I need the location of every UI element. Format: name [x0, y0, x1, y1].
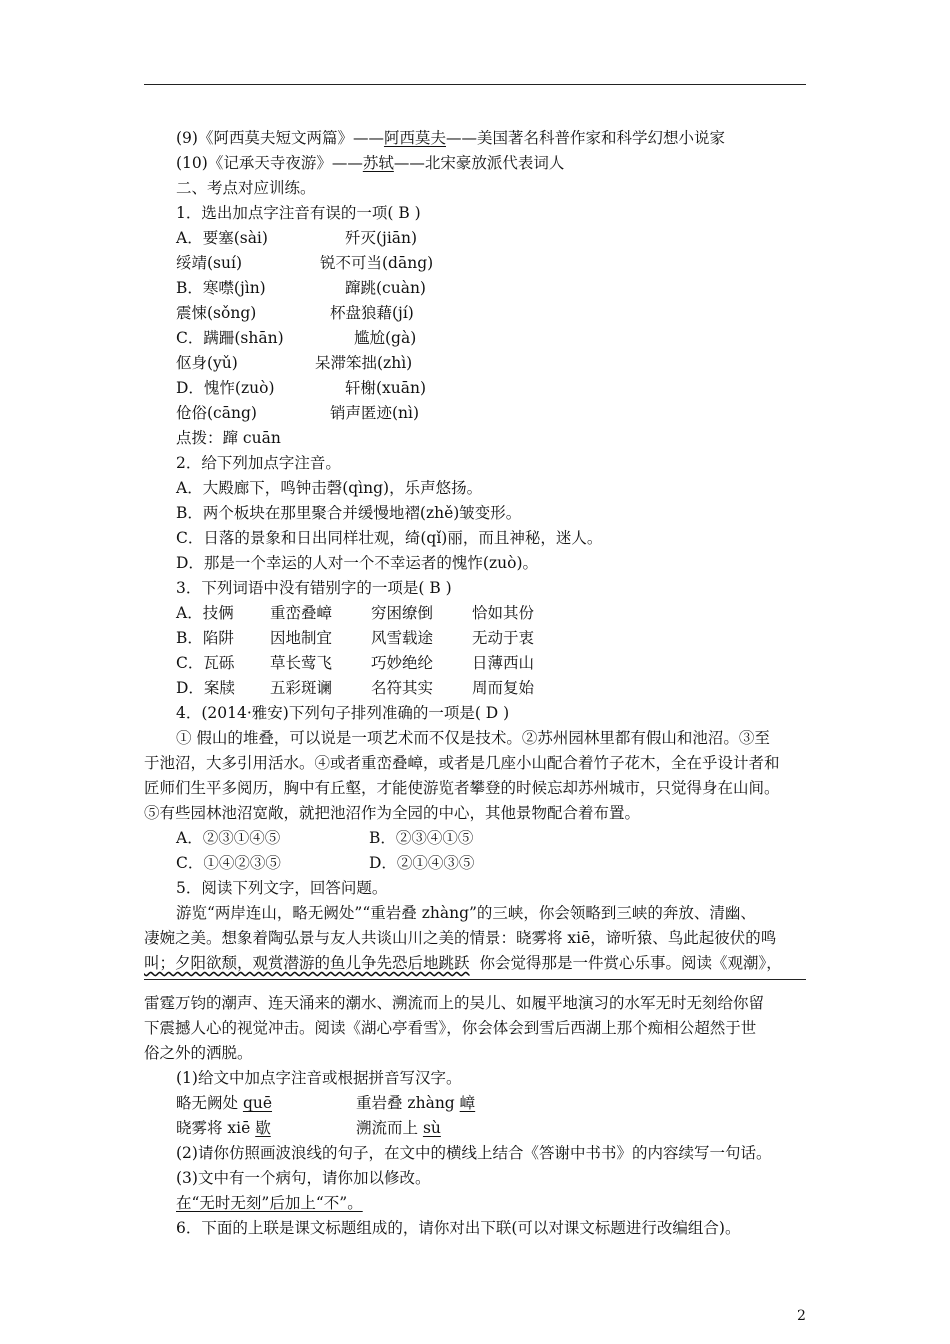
answer-1c: 晓雾将 xiē 歇 — [176, 1119, 271, 1137]
option-a-left: A．要塞(sài) — [176, 229, 268, 247]
question-6: 6．下面的上联是课文标题组成的，请你对出下联(可以对课文标题进行改编组合)。 — [176, 1219, 741, 1237]
paragraph-line: 下震撼人心的视觉冲击。阅读《湖心亭看雪》，你会体会到雪后西湖上那个痴相公超然于世 — [144, 1019, 757, 1037]
hint: 点拨：蹿 cuān — [176, 429, 281, 447]
question-5: 5．阅读下列文字，回答问题。 — [176, 879, 388, 897]
paragraph-line: ① 假山的堆叠，可以说是一项艺术而不仅是技术。②苏州园林里都有假山和池沼。③至 — [176, 729, 770, 747]
q3-b-1: B．陷阱 — [176, 629, 234, 647]
q2-option-c: C．日落的景象和日出同样壮观，绮(qǐ)丽，而且神秘，迷人。 — [176, 529, 603, 547]
question-3: 3．下列词语中没有错别字的一项是( B ) — [176, 579, 452, 597]
q3-a-2: 重峦叠嶂 — [270, 604, 333, 622]
q3-b-4: 无动于衷 — [472, 629, 535, 647]
option-c-right: 尴尬(gà) — [354, 329, 417, 347]
paragraph-line: 游览“两岸连山，略无阙处”“重岩叠 zhàng”的三峡，你会领略到三峡的奔放、清幽、 — [176, 904, 756, 922]
question-2: 2．给下列加点字注音。 — [176, 454, 341, 472]
fill-in-blank-line — [144, 978, 806, 980]
header-rule — [144, 84, 806, 85]
paragraph-line: 凄婉之美。想象着陶弘景与友人共谈山川之美的情景：晓雾将 xiē，谛听猿、鸟此起彼伏的鸣 — [144, 929, 777, 947]
sub-question-3: (3)文中有一个病句，请你加以修改。 — [176, 1169, 431, 1187]
option-a-right: 歼灭(jiān) — [345, 229, 418, 247]
q3-a-3: 穷困缭倒 — [371, 604, 434, 622]
option-a2-left: 绥靖(suí) — [176, 254, 242, 272]
q3-a-4: 恰如其份 — [472, 604, 535, 622]
q3-c-4: 日薄西山 — [472, 654, 535, 672]
q2-option-a: A．大殿廊下，鸣钟击磬(qìng)，乐声悠扬。 — [176, 479, 483, 497]
option-b-right: 蹿跳(cuàn) — [345, 279, 426, 297]
paragraph-line: 雷霆万钧的潮声、连天涌来的潮水、溯流而上的吴儿、如履平地演习的水军无时无刻给你留 — [144, 994, 765, 1012]
q2-option-b: B．两个板块在那里聚合并缓慢地褶(zhě)皱变形。 — [176, 504, 522, 522]
q4-option-c: C．①④②③⑤ — [176, 854, 281, 872]
text-line: (10)《记承天寺夜游》——苏轼——北宋豪放派代表词人 — [176, 154, 565, 172]
paragraph-line: 俗之外的洒脱。 — [144, 1044, 253, 1062]
page-number: 2 — [797, 1308, 806, 1324]
paragraph-line: ⑤有些园林池沼宽敞，就把池沼作为全园的中心，其他景物配合着布置。 — [144, 804, 641, 822]
option-b-left: B．寒噤(jìn) — [176, 279, 266, 297]
q3-c-2: 草长莺飞 — [270, 654, 333, 672]
paragraph-line: 于池沼，大多引用活水。④或者重峦叠嶂，或者是几座小山配合着竹子花木，全在乎设计者和 — [144, 754, 780, 772]
answer-1a: 略无阙处 quē — [176, 1094, 273, 1112]
q4-option-a: A．②③①④⑤ — [176, 829, 281, 847]
option-d-left: D．愧怍(zuò) — [176, 379, 275, 397]
option-c2-right: 呆滞笨拙(zhì) — [315, 354, 413, 372]
q3-d-4: 周而复始 — [472, 679, 535, 697]
option-b2-left: 震悚(sǒng) — [176, 304, 257, 322]
q3-c-1: C．瓦砾 — [176, 654, 235, 672]
paragraph-line: 匠师们生平多阅历，胸中有丘壑，才能使游览者攀登的时候忘却苏州城市，只觉得身在山间。 — [144, 779, 780, 797]
question-4: 4．(2014·雅安)下列句子排列准确的一项是( D ) — [176, 704, 510, 722]
option-b2-right: 杯盘狼藉(jí) — [330, 304, 414, 322]
q3-a-1: A．技俩 — [176, 604, 234, 622]
sub-question-2: (2)请你仿照画波浪线的句子，在文中的横线上结合《答谢中书书》的内容续写一句话。 — [176, 1144, 772, 1162]
q3-b-2: 因地制宜 — [270, 629, 333, 647]
q3-b-3: 风雪载途 — [371, 629, 434, 647]
q3-d-1: D．案牍 — [176, 679, 235, 697]
q3-d-2: 五彩斑谰 — [270, 679, 333, 697]
answer-1d: 溯流而上 sù — [356, 1119, 441, 1137]
q4-option-d: D．②①④③⑤ — [369, 854, 475, 872]
option-c-left: C．蹒跚(shān) — [176, 329, 284, 347]
sub-question-1: (1)给文中加点字注音或根据拼音写汉字。 — [176, 1069, 462, 1087]
option-d2-right: 销声匿迹(nì) — [330, 404, 420, 422]
q3-d-3: 名符其实 — [371, 679, 434, 697]
q4-option-b: B．②③④①⑤ — [369, 829, 474, 847]
answer-1b: 重岩叠 zhàng 嶂 — [356, 1094, 476, 1112]
q3-c-3: 巧妙绝纶 — [371, 654, 434, 672]
wavy-sentence: 叫；夕阳欲颓，观赏潜游的鱼儿争先恐后地跳跃 — [144, 954, 470, 972]
option-c2-left: 伛身(yǔ) — [176, 354, 238, 372]
paragraph-line: 叫；夕阳欲颓，观赏潜游的鱼儿争先恐后地跳跃 你会觉得那是一件赏心乐事。阅读《观潮》， — [144, 954, 782, 972]
section-heading: 二、考点对应训练。 — [176, 179, 316, 197]
option-d-right: 轩榭(xuān) — [345, 379, 427, 397]
q2-option-d: D．那是一个幸运的人对一个不幸运者的愧怍(zuò)。 — [176, 554, 539, 572]
answer-3: 在“无时无刻”后加上“不”。 — [176, 1194, 363, 1212]
question-1: 1．选出加点字注音有误的一项( B ) — [176, 204, 421, 222]
text-line: (9)《阿西莫夫短文两篇》——阿西莫夫——美国著名科普作家和科学幻想小说家 — [176, 129, 725, 147]
option-a2-right: 锐不可当(dāng) — [320, 254, 434, 272]
option-d2-left: 伧俗(cāng) — [176, 404, 257, 422]
